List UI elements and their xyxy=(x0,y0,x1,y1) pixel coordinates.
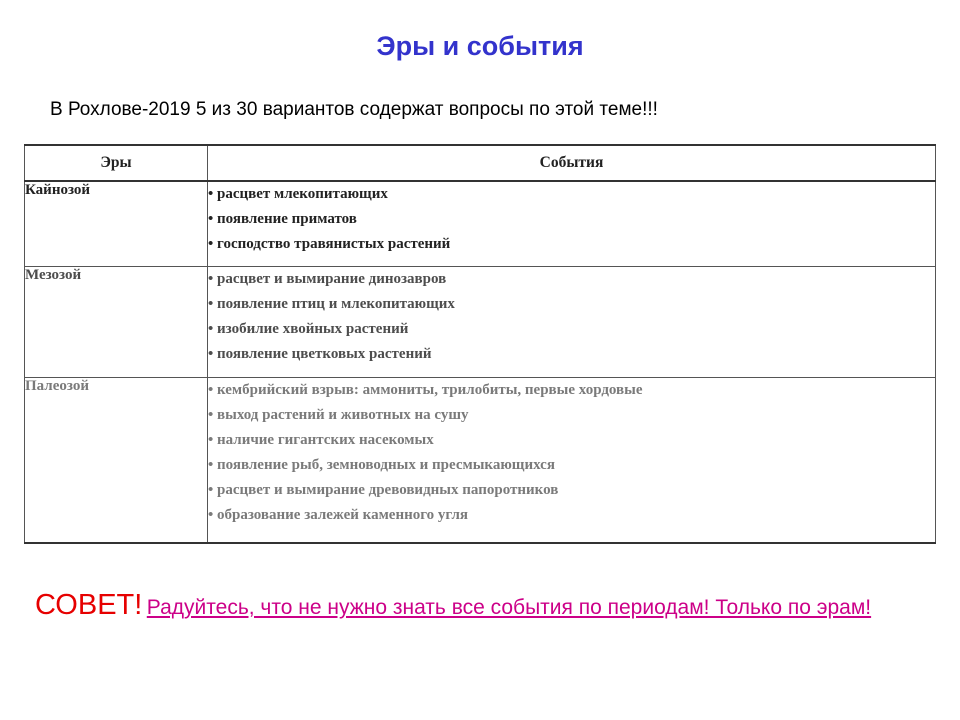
table-row-mezozoi xyxy=(25,267,936,378)
table-row-paleozoi xyxy=(25,378,936,544)
event-item: • образование залежей каменного угля xyxy=(208,507,469,523)
events-list xyxy=(208,182,935,257)
header-events: События xyxy=(208,145,936,181)
era-name: Палеозой xyxy=(25,378,208,544)
event-item: • появление рыб, земноводных и пресмыкающихся xyxy=(208,457,555,473)
header-eras: Эры xyxy=(25,145,208,181)
event-item: • появление птиц и млекопитающих xyxy=(208,296,455,312)
event-item: • кембрийский взрыв: аммониты, трилобиты, первые хордовые xyxy=(208,382,643,398)
event-item: • выход растений и животных на сушу xyxy=(208,407,469,423)
event-item: • наличие гигантских насекомых xyxy=(208,432,434,448)
table-header-row xyxy=(25,145,936,181)
events-cell xyxy=(208,181,936,267)
advice-label: СОВЕТ! xyxy=(35,589,143,621)
slide-title: Эры и события xyxy=(376,31,584,61)
event-item: • расцвет и вымирание динозавров xyxy=(208,271,447,287)
slide-subtitle: В Рохлове-2019 5 из 30 вариантов содержат вопросы по этой теме!!! xyxy=(50,99,658,120)
event-item: • изобилие хвойных растений xyxy=(208,321,409,337)
era-name: Мезозой xyxy=(25,267,208,378)
events-list xyxy=(208,378,935,528)
event-item: • появление приматов xyxy=(208,211,357,227)
events-cell xyxy=(208,378,936,544)
events-cell xyxy=(208,267,936,378)
events-list xyxy=(208,267,935,367)
event-item: • господство травянистых растений xyxy=(208,236,451,252)
table-row-kainozoi xyxy=(25,181,936,267)
era-name: Кайнозой xyxy=(25,181,208,267)
event-item: • расцвет и вымирание древовидных папоротников xyxy=(208,482,559,498)
advice-block xyxy=(35,588,915,627)
event-item: • расцвет млекопитающих xyxy=(208,186,388,202)
event-item: • появление цветковых растений xyxy=(208,346,432,362)
eras-events-table xyxy=(24,144,936,544)
advice-link[interactable]: Радуйтесь, что не нужно знать все события по периодам! Только по эрам! xyxy=(146,596,872,619)
